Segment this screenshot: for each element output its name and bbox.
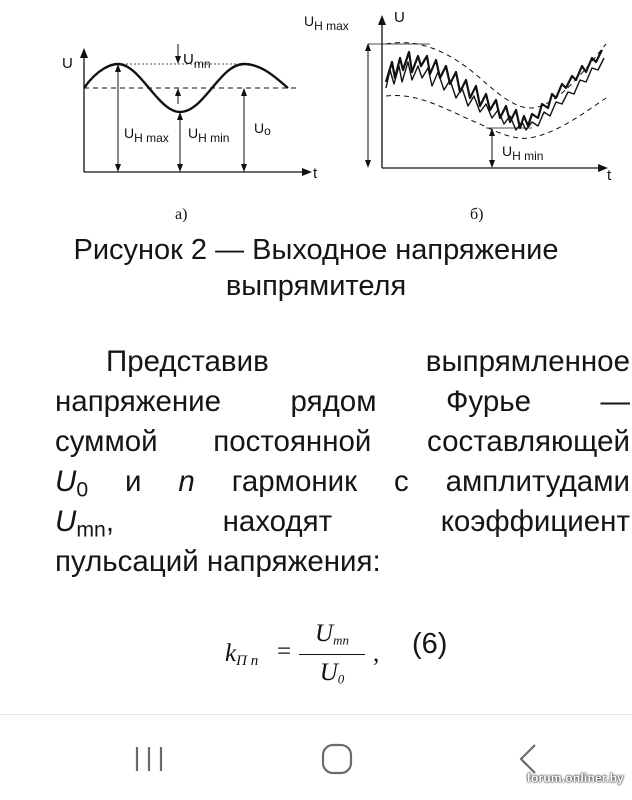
- word: выпрямленное: [425, 345, 630, 378]
- home-icon: [317, 739, 357, 779]
- para-line-3: [55, 422, 630, 462]
- word: коэффициент: [440, 505, 630, 538]
- recent-apps-button[interactable]: [129, 739, 169, 779]
- figure-caption: [20, 232, 612, 304]
- formula-denominator: $U_0$: [319, 659, 345, 687]
- n-symbol: n: [178, 465, 195, 498]
- word: суммой: [55, 425, 158, 458]
- a-u0-label: Uo: [254, 120, 271, 138]
- b-x-axis-label: t: [607, 167, 612, 184]
- para-line-4: [55, 462, 630, 502]
- formula-numerator: $U_{mn}$: [315, 620, 349, 648]
- ripple-formula: [225, 620, 405, 700]
- b-y-axis-label: U: [394, 9, 405, 26]
- body-paragraph: [55, 342, 630, 582]
- panel-b-caption: б): [470, 206, 484, 223]
- rectifier-figure: [0, 0, 632, 228]
- caption-line-2: выпрямителя: [225, 270, 407, 302]
- panel-a-caption: а): [175, 206, 188, 223]
- b-umax-label: UH max: [304, 13, 349, 33]
- panel-a: [62, 44, 318, 223]
- word: и: [125, 465, 142, 498]
- formula-equals: =: [277, 638, 292, 665]
- home-button[interactable]: [317, 739, 357, 779]
- recent-apps-icon: [129, 739, 169, 779]
- a-umin-label: UH min: [188, 125, 230, 145]
- watermark: forum.onliner.by: [526, 771, 624, 785]
- umn-symbol: $U_{mn}$,: [55, 505, 115, 542]
- para-line-6: [55, 542, 630, 582]
- word: постоянной: [213, 425, 372, 458]
- a-umax-label: UH max: [124, 125, 169, 145]
- word: составляющей: [427, 425, 630, 458]
- formula-fraction: [297, 620, 367, 687]
- word: находят: [222, 505, 333, 538]
- para-line-5: [55, 502, 630, 542]
- formula-comma: ,: [373, 640, 380, 667]
- word: с: [393, 465, 409, 498]
- panel-b: [304, 9, 612, 223]
- a-umn-label: $U_{mn}$: [183, 51, 211, 71]
- word: рядом: [290, 385, 377, 418]
- word: —: [600, 385, 630, 418]
- para-line-1: [55, 342, 630, 382]
- word: Фурье: [445, 385, 531, 418]
- word: напряжение: [55, 385, 222, 418]
- word: Представив: [106, 345, 269, 378]
- fraction-bar: [299, 654, 365, 655]
- para-line-2: [55, 382, 630, 422]
- a-y-axis-label: U: [62, 55, 73, 72]
- b-umin-label: UH min: [502, 143, 544, 163]
- caption-line-1: Рисунок 2 — Выходное напряжение: [73, 234, 559, 266]
- word: гармоник: [231, 465, 358, 498]
- formula-k: $k_{П n}$: [225, 640, 259, 669]
- word: амплитудами: [445, 465, 630, 498]
- equation-number: (6): [412, 628, 448, 660]
- word: пульсаций напряжения:: [55, 545, 381, 578]
- system-navbar: [0, 715, 632, 800]
- a-x-axis-label: t: [313, 165, 318, 182]
- u0-symbol: $U_0$: [55, 465, 89, 502]
